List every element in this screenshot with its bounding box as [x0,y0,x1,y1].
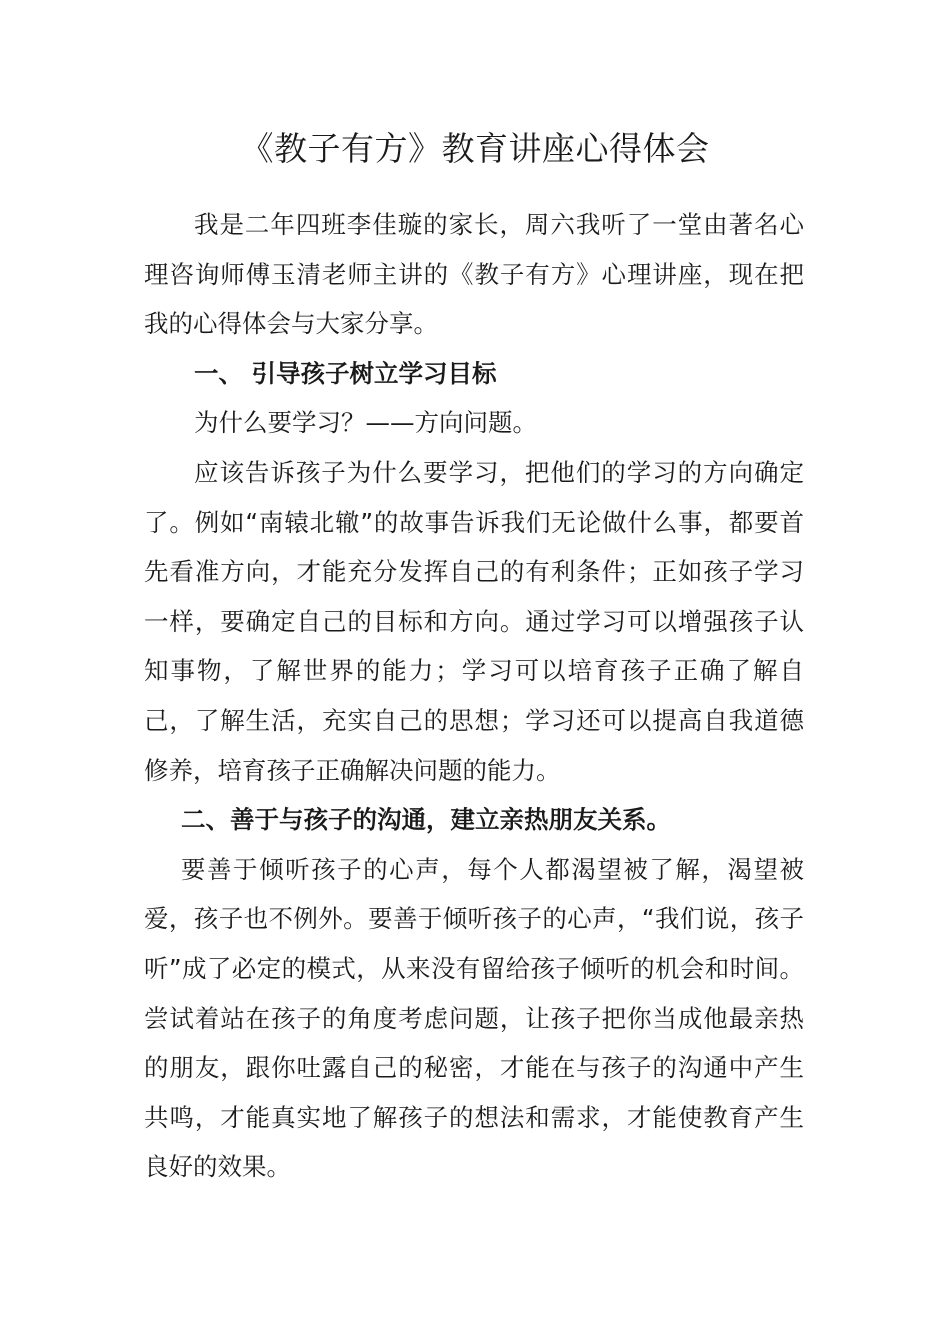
section1-heading: 一、 引导孩子树立学习目标 [194,358,497,388]
section1-question: 为什么要学习？——方向问题。 [194,408,537,438]
section2-paragraph: 要善于倾听孩子的心声，每个人都渴望被了解，渴望被爱，孩子也不例外。要善于倾听孩子的心声，“我们说，孩子听”成了必定的模式，从来没有留给孩子倾听的机会和时间。尝试着站在孩子的角度考虑问题，让孩子把你当成他最亲热的朋友，跟你吐露自己的秘密，才能在与孩子的沟通中产生共鸣，才能真实地了解孩子的想法和需求，才能使教育产生良好的效果。 [144,854,804,1182]
document-title: 《教子有方》教育讲座心得体会 [240,129,710,168]
section1-paragraph: 应该告诉孩子为什么要学习，把他们的学习的方向确定了。例如“南辕北辙”的故事告诉我们无论做什么事，都要首先看准方向，才能充分发挥自己的有利条件；正如孩子学习一样，要确定自己的目标和方向。通过学习可以增强孩子认知事物，了解世界的能力；学习可以培育孩子正确了解自己，了解生活，充实自己的思想；学习还可以提高自我道德修养，培育孩子正确解决问题的能力。 [144,457,804,785]
document-body [144,200,804,1192]
section2-heading: 二、善于与孩子的沟通，建立亲热朋友关系。 [181,805,671,835]
intro-paragraph: 我是二年四班李佳璇的家长，周六我听了一堂由著名心理咨询师傅玉清老师主讲的《教子有方》心理讲座，现在把我的心得体会与大家分享。 [144,210,804,339]
